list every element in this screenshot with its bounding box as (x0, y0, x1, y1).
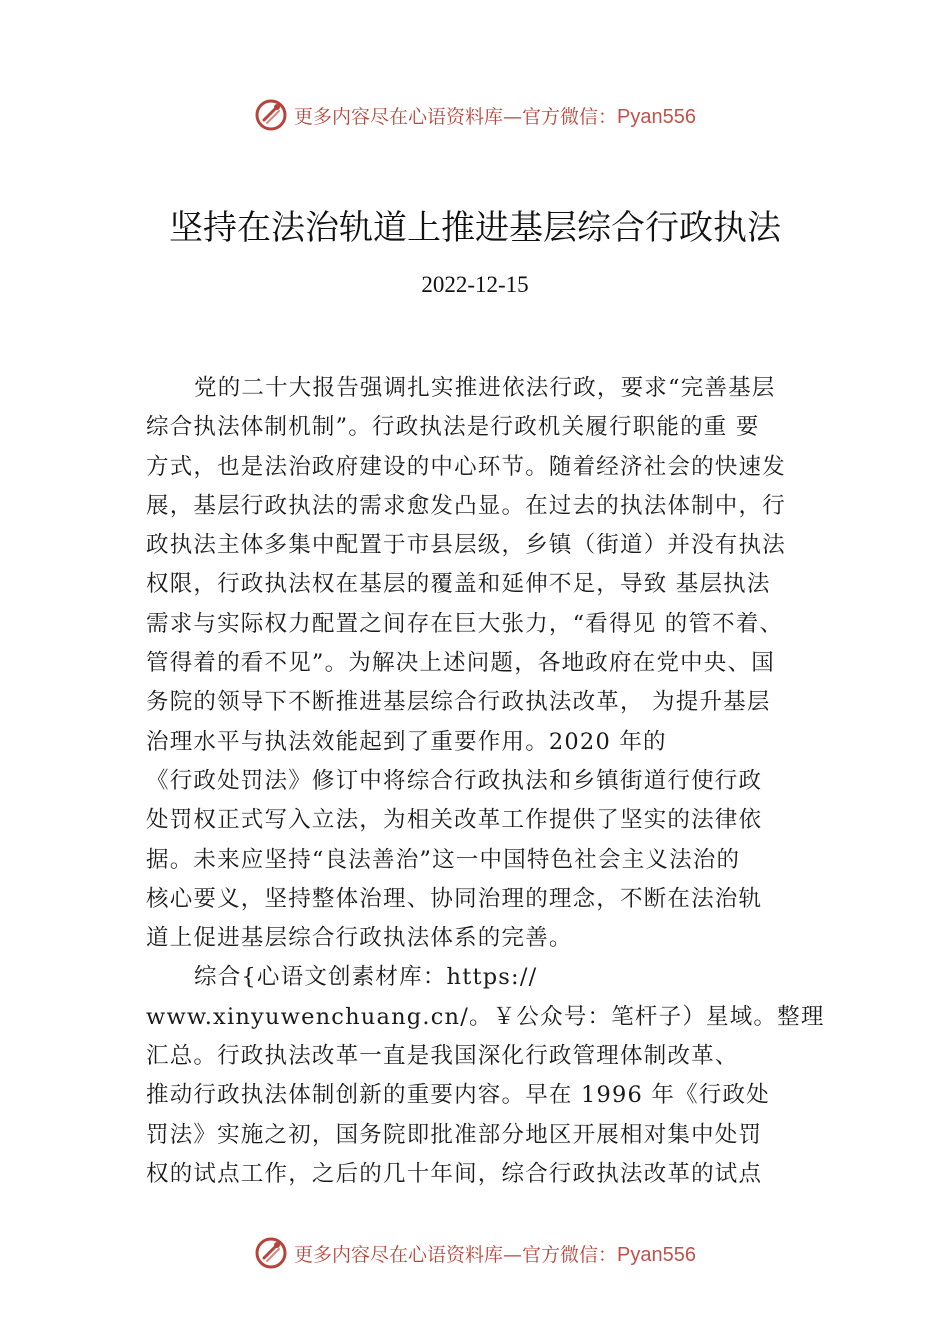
body-line: 综合执法体制机制”。行政执法是行政机关履行职能的重 要 (146, 414, 760, 441)
body-line: 权限，行政执法权在基层的覆盖和延伸不足，导致 基层执法 (146, 571, 771, 598)
watermark-text: 更多内容尽在心语资料库—官方微信：Pyan556 (294, 105, 696, 128)
body-line: 管得着的看不见”。为解决上述问题，各地政府在党中央、国 (146, 650, 775, 677)
body-line: 需求与实际权力配置之间存在巨大张力，“看得见 的管不着、 (146, 610, 784, 637)
logo-icon (254, 98, 288, 132)
body-line: 党的二十大报告强调扎实推进依法行政，要求“完善基层 (194, 375, 776, 401)
body-line: 核心要义，坚持整体治理、协同治理的理念，不断在法治轨 (146, 885, 763, 912)
body-line: 政执法主体多集中配置于市县层级，乡镇（街道）并没有执法 (146, 532, 786, 559)
article-body (146, 369, 836, 1194)
article-title: 坚持在法治轨道上推进基层综合行政执法 (169, 208, 781, 248)
wechat-id: Pyan556 (617, 105, 696, 128)
body-line: 权的试点工作，之后的几十年间，综合行政执法改革的试点 (146, 1160, 763, 1187)
body-line: www.xinyuwenchuang.cn/。￥公众号：笔杆子）星域。整理 (146, 1003, 825, 1030)
body-line: 务院的领导下不断推进基层综合行政执法改革， 为提升基层 (146, 689, 771, 716)
watermark-text: 更多内容尽在心语资料库—官方微信：Pyan556 (294, 1243, 696, 1266)
watermark-banner-top (0, 95, 950, 135)
body-line: 展，基层行政执法的需求愈发凸显。在过去的执法体制中，行 (146, 492, 786, 519)
body-line: 综合{心语文创素材库：https:// (194, 964, 538, 991)
logo-icon (254, 1236, 288, 1270)
body-line: 《行政处罚法》修订中将综合行政执法和乡镇街道行使行政 (146, 767, 763, 794)
wechat-id: Pyan556 (617, 1243, 696, 1266)
body-line: 处罚权正式写入立法，为相关改革工作提供了坚实的法律依 (146, 807, 763, 834)
body-line: 汇总。行政执法改革一直是我国深化行政管理体制改革、 (146, 1043, 739, 1070)
body-line: 治理水平与执法效能起到了重要作用。2020 年的 (146, 728, 667, 755)
article-date: 2022-12-15 (421, 272, 529, 297)
body-line: 道上促进基层综合行政执法体系的完善。 (146, 925, 573, 952)
body-line: 据。未来应坚持“良法善治”这一中国特色社会主义法治的 (146, 846, 741, 873)
body-line: 方式，也是法治政府建设的中心环节。随着经济社会的快速发 (146, 453, 786, 480)
watermark-banner-bottom (0, 1233, 950, 1273)
body-line: 推动行政执法体制创新的重要内容。早在 1996 年《行政处 (146, 1082, 770, 1109)
body-line: 罚法》实施之初，国务院即批准部分地区开展相对集中处罚 (146, 1121, 763, 1148)
